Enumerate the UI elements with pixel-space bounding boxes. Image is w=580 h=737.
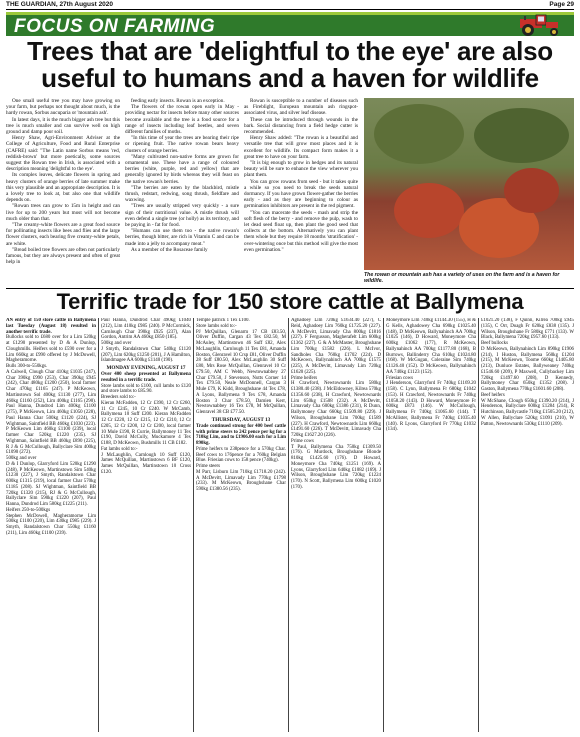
page-number: Page 29: [549, 1, 574, 8]
market-paragraph: Beef heifers: [481, 392, 505, 398]
market-paragraph: J Henderson, Glarryford Fr 740kg £1169.20 (158). C Lynn, Ballymena Fr 680kg £1042 (153). H Crawford, Newtownards Fr 740kg £1058.20 (143). D Howard, Moneymore Fr 600kg £873 (146). W McCullough, Ballymena Fr 740kg £1065.60 (144). T McAllister, Ballymena Fr 740kg £1035.40 (140). R Lyons, Glarryford Fr 770kg £1032 (134).: [386, 381, 476, 433]
market-paragraph: Kieran McFadden, 12 Cr £390, 12 Cr £260, 11 Cr £245, 10 Cr £240. W McCamb, Ballymena 10 Suff £200. Kieran McFadden 12 Cr £220, 12 Cr £215, 12 Cr £210, 12 Cr £205, 12 Cr £200, 12 Cr £200, local farmer 10 Mule £190, R Currie, Ballymoney 11 Tex £190, David McCully, Muckamore 4 Tex £188, D McKeown, Bushmills 11 CB £182.: [101, 400, 191, 446]
market-subheading: MONDAY EVENING, AUGUST 17: [106, 365, 186, 371]
rowan-tree-photo: [364, 98, 574, 270]
market-paragraph: D & I Dunlop, Glarryford Lim 520kg £1290 (248), P McKeown, Martinstown Sim 540kg £1230 (227), J Smyth, Randalstown Char 600kg £1315 (219), local farmer Char 570kg £1185 (208). SJ Wightman, Saintfield BB 720kg £1320 (215), RJ & G McCullough, Ballyclare Sim 590kg £1220 (207), Paul Hanna, Dundrod Lim 580kg £1225 (211).: [6, 461, 96, 507]
article-paragraph: Its complex leaves, delicate flowers in spring and heavy clusters of orange berries of late summer make this very plausible and an appropriate description. It is a lovely tree to look at, but also one that wildlife depends on.: [6, 172, 120, 204]
column-rule: [383, 318, 384, 732]
article-paragraph: "In this time of year the trees are bearing their ripe or ripening fruit. The native rowan bears heavy clusters of orange berries.: [125, 135, 239, 154]
market-column-3: [196, 318, 286, 734]
tractor-icon: [506, 14, 568, 36]
market-column-6: [481, 318, 574, 734]
market-paragraph: Store lambs sold to:-: [196, 323, 237, 329]
article-paragraph: As a member of the Rosaceae family: [131, 246, 208, 253]
article-paragraph: One small useful tree you may have growing on your farm, but perhaps not thought about much, is the hardy rowan, Sorbus aucuparia or 'mountain ash'.: [6, 98, 120, 117]
article-paragraph: "The creamy-white flowers are a great food source for pollinating insects like bees and flies and the large flower clusters, each bearing five creamy-white petals, are white.: [6, 222, 120, 247]
market-paragraph: A Calwell, Clough Char 410kg £1035 (247), Char 390kg £990 (253), Char 390kg £945 (242), Char 480kg £1200 (250), local farmer Char 470kg £1165 (247). P McKeown, Martinstown Sol 400kg £1130 (277), Lim 460kg £1160 (252), Lim 400kg £1165 (290). Paul Hanna, Dundrod Lim 400kg £1100 (275), P McKeown, Lim 460kg £1050 (228), Paul Hanna Char 500kg £1120 (224), SJ Wightman, Saintfield BB 460kg £1030 (223). P McKeown Lim 460kg £1100 (239), local farmer Char 520kg £1220 (235). SJ Wightman, Saintfield BB 460kg £890 (225), R J & G McCullough, Ballyclare Sim 400kg £1090 (272).: [6, 369, 96, 456]
section-title: FOCUS ON FARMING: [14, 16, 216, 36]
photo-caption: The rowan or mountain ash has a variety of uses on the farm and is a haven for wildlife.: [364, 272, 560, 284]
article-paragraph: Rowan is susceptible to a number of diseases such as Fireblight, European mountain ash ringspot-associated virus, and silver leaf disease.: [244, 98, 358, 117]
market-paragraph: PJ McQuillan, Glenarm 17 CB £83.50, Oliver Duffin, Cargan 43 Tex £82.50, M McAuley, Martinstown 46 Suff £82, Alex McLaughlin, Carnlough 11 Tex £81, Amanda Boston, Glenravel 10 Crsp £81, Oliver Duffin 28 Suff £80.50, Alex McLaughlin 30 Suff £80, Mrs Rose McQuillan, Glenravel 10 Cr £79.50, AM C Webb, Newtownabbey 27 Char £79.50, J Stevenson, Nutts Corner 14 Tex £79.50, Neale McDonnell, Cargan 3 Mule £79, K Kidd, Broughshane 44 Tex £78, A Lyons, Ballymena 9 Tex £78, Amanda Boston 3 Char £78.50, Damien Kerr, Newtownabbey 16 Tex £78, M McQuillan, Glenravel 38 CB £77.50.: [196, 329, 286, 415]
market-paragraph: J McLaughlin, Carnlough 10 Suff £120, James McQuillan, Martinstown 6 BF £120, James McQuillan, Martinstown 10 Cross £120.: [101, 452, 191, 475]
market-paragraph: AN entry of 150 store cattle in Ballymena last Tuesday (August 18) resulted in another terrific trade.: [6, 318, 96, 335]
article-headline: Trees that are 'delightful to the eye' are also useful to humans and a haven for wildlife: [27, 36, 553, 93]
market-paragraph: Fat lambs sold to:-: [101, 446, 138, 452]
column-rule: [478, 318, 479, 732]
column-rule: [193, 318, 194, 732]
article-paragraph: "Many cultivated non-native forms are grown for ornamental use. These have a range of coloured berries (white, purple, red and yellow) that are generally ignored by birds whereas they will feast on the native rowan's berries.: [125, 153, 239, 185]
market-paragraph: H Crawford, Newtownards Lim 580kg £1380.40 (238). J McEldowney, Kilrea 570kg £1356.60 (238), H Crawford, Newtownards Lim 650kg £1508 (232). A McDevitt, Limavady Cha 600kg £1386 (231), R Dunn, Ballymoney Char 660kg £1509.80 (229). J Wilson, Broughshane Lim 700kg £1589 (227). H Crawford, Newtownards Lim 660kg £1491.60 (226). T McDevitt, Limavady Cha 720kg £1627.20 (226).: [291, 381, 381, 438]
article-headline-2: Terrific trade for 150 store cattle at Ballymena: [56, 289, 524, 314]
photo-foliage: [374, 104, 464, 164]
market-paragraph: Over 400 sheep presented at Ballymena resulted in a terrific trade.: [101, 372, 191, 383]
article-paragraph: Henry Shaw added: "The rowan is a beautiful and versatile tree that will grow most places and it is excellent for wildlife. Its compact form makes it a great tree to have on your farm.: [244, 135, 358, 160]
market-paragraph: M Parr, Lisburn Lim 710kg £1718.20 (242). A McDevitt, Limavady Lim 770kg £1798 (233). M McKeown, Broughshane Char 590kg £1380.56 (235).: [196, 469, 286, 492]
market-paragraph: Bulls 300-to-550kgs.: [6, 364, 48, 369]
article-paragraph: "Humans can use them too - the native rowan's berries, though bitter, are rich in Vitamin C and can be made into a jelly to accompany meat.": [125, 228, 239, 247]
article-column-3: [244, 98, 358, 286]
section-banner: [6, 12, 574, 36]
market-paragraph: Stephen McDowell, Magheramorne Lim 500kg £1100 (220), Lim 430kg £985 (229). J Smyth, Randalstown Char 550kg £1160 (211), Lim 460kg £1100 (239).: [6, 513, 96, 536]
article-paragraph: Henry Shaw, Agri-Environment Adviser at the College of Agriculture, Food and Rural Enterprise (CAFRE) said: "The Latin name Sorbus means 'red, reddish-brown' but more poetically, some sources suggest the Rowan tree in Irish, is associated with a description meaning 'delightful to the eye'.: [6, 135, 120, 173]
market-column-5: [386, 318, 476, 734]
market-paragraph: Prime heifers: [291, 375, 318, 381]
newspaper-name-date: THE GUARDIAN, 27th August 2020: [6, 1, 114, 8]
market-paragraph: Bullocks sold to £680 over for a Lim 520kg at £1290 presented by D & A Dunlop, Cloughmills. Heifers sold to £590 over for a Lim 660kg at £990 offered by J McDowell, Magheramorne.: [6, 335, 96, 364]
market-column-2: [101, 318, 191, 734]
market-paragraph: 500kg and over: [6, 456, 37, 461]
market-paragraph: Moneymore Lim 740kg £1144.30 (155), H & G Kells, Aghadowey Cha 690kg £1025.40 (148), D McKeown, Ballynahinch AA 700kg £1025 (146), D Howard, Moneymore Cha 600kg £1062 (177), R McKeown, Ballynahinch AA 700kg £1177.80 (168), B Burrows, Ballinderry Cha 610kg £1024.80 (168). W McGugan, Coleraine Sim 740kg £1126.40 (152). D McKeown, Ballynahinch AA 740kg £1123 (152).: [386, 318, 476, 375]
photo-berries: [504, 168, 559, 213]
market-subheading: THURSDAY, AUGUST 13: [211, 416, 271, 423]
column-rule: [98, 318, 99, 732]
article-paragraph: "It is big enough to grow in hedges and its natural beauty will be sure to enhance the view wherever you plant them.: [244, 160, 358, 179]
top-rule: [6, 9, 574, 10]
market-paragraph: Trade continued strong for 400 beef cattle with prime steers to 242 pence per kg for a 710kg Lim, and to £1906.00 each for a Lim 890kg.: [196, 423, 286, 446]
market-paragraph: Beef bullocks: [481, 341, 509, 346]
market-paragraph: 500kg and over: [101, 341, 132, 346]
market-paragraph: D McKeown, Ballynahinch Lim 890kg £1906 (214), I Huston, Ballymena 560kg £1204 (215), M McKeown, Toome 660kg £1405.80 (213), Dunluce Estates, Ballyweaney 740kg £1546.60 (209), P Maxwell, Cullybackey Lim 720kg £1497.60 (208), D Kennedy, Ballymoney Char 650kg £1352 (208). J Gaston, Ballymena 770kg £1601.60 (208).: [481, 346, 574, 392]
photo-foliage: [474, 108, 569, 163]
article-column-1: [6, 98, 120, 286]
market-paragraph: Prime heifers to 238pence for a 570kg Char. Beef cows to 176pence for a 760kg Belgian Blue. Friesian cows to 158 pence (740kg).: [196, 446, 286, 464]
article-column-2: [125, 98, 239, 286]
article-paragraph: These can be introduced through wounds in the bark. Social distancing from a field hedge cutter is recommended.: [244, 116, 358, 136]
market-paragraph: T Paul, Ballymena Cha 750kg £1309.50 (176). G Murdock, Broughshane Blonde 810kg £1425.60 (176). D Howard, Moneymore Cha 740kg £1251 (169). A Lyons, Glarryford Lim 640kg £1082 (169). J Wilson, Broughshane Lim 720kg £1224 (170). N Scott, Ballymena Lim 600kg £1020 (170).: [291, 444, 381, 490]
market-paragraph: Temple patrick 1 Tex £100.: [196, 318, 250, 323]
banner-stripe: [6, 12, 574, 15]
photo-berries: [394, 183, 464, 238]
column-rule: [288, 318, 289, 732]
article-paragraph: "Trees are usually stripped very quickly - a sure sign of their nutritional value. A mistle thrush will even defend a single tree (or holly) as its territory, and be paying in - fat for food.: [125, 203, 239, 229]
market-paragraph: £1021.20 (138), F Quinn, Kilrea 700kg £945 (135), C Orr, Doagh Fr 620kg £838 (135). J Wilson, Broughshane Fr 580kg £771 (133). W Black, Ballymena 720kg £957.60 (133).: [481, 318, 574, 341]
market-paragraph: Breeders sold to:-: [101, 395, 136, 400]
article-paragraph: The flowers of the rowan open early in May - providing nectar for insects before many other sources become available and the tree is a food source for a range of insects including leaf beetles, and seven different families of moths.: [125, 104, 239, 136]
market-paragraph: Paul Hanna, Dundrod Char 490kg £1040 (212), Lim 410kg £985 (240). P McCormick, Carnlough Char 390kg £925 (237), Alan Gordon, Antrim AA 460kg £850 (185).: [101, 318, 191, 341]
article-paragraph: feeding early insects. Rowan is an exception.: [131, 98, 225, 104]
market-paragraph: W McShane, Clough 650kg £1390.20 (214), J Henderson, Ballyclare 600kg £1284 (214), R Hutchinson, Ballycastle 710kg £1505.20 (212), W Allen, Ballyclare 520kg £1091 (210), W Patton, Newtownards 530kg £1110 (209).: [481, 398, 574, 427]
market-paragraph: Store lambs sold to £100, cull lambs to £120 and store lambs to £85.90.: [101, 383, 191, 395]
market-paragraph: Prime steers: [196, 464, 221, 469]
article-paragraph: You can grow rowans from seed - but it takes quite a while so you need to break the seeds natural dormancy. If you have grown flower-gather the berries early - and as they are beginning to colour as germination inhibitors are present in the red pigment.: [244, 178, 358, 210]
article-paragraph: "The berries are eaten by the blackbird, mistle thrush, redstart, redwing, song thrush, fieldfare and waxwing.: [125, 184, 239, 204]
article-paragraph: In latest days, it is the much bigger ash tree but this tree is much smaller and can survive well on high ground and damp poor soil.: [6, 116, 120, 136]
market-paragraph: Prime cows: [291, 438, 314, 444]
article-paragraph: "You can macerate the seeds - mash and strip the soft flesh of the berry - and remove the pulp, wash to let dead seed float up, then plant the good seed that collects at the bottom. Alternatively you can plant them whole but they require 18 months 'stratification' - over-wintering once but this method will give the most even germination.": [244, 209, 358, 253]
market-paragraph: Heifers 250-to-500kgs: [6, 507, 51, 513]
market-paragraph: Friesian cows: [386, 375, 414, 381]
article-paragraph: "Rowan trees can grow to 15m in height and can live for up to 200 years but most will not become much older than that.: [6, 203, 120, 222]
market-paragraph: Aghadoey Lim 720kg £1634.40 (227), C Reid, Aghadoey Lim 760kg £1725.20 (227). A McDevitt, Limavady Cha 800kg £1816 (227). F Fergusson, Magherafelt Lim 600kg £1362 (227). G & A McMaster, Broughshane Lim 700kg £1582 (226). L McIvor, Sandholes Cha 760kg £1702 (224). D McKeown, Ballynahinch AA 700kg £1575 (225), A McDevitt, Limavady Lim 720kg £1620 (225).: [291, 318, 381, 375]
market-column-4: [291, 318, 381, 734]
article-paragraph: "Bread boiled tree flowers are often not particularly famous, but they are always present and often of great help in: [6, 246, 120, 266]
market-column-1: [6, 318, 96, 734]
market-paragraph: J Smyth, Randalstown Char 540kg £1120 (207), Lim 620kg £1250 (201), J A Hamilton, Islandmagee AA 600kg £1140 (190).: [101, 346, 191, 364]
